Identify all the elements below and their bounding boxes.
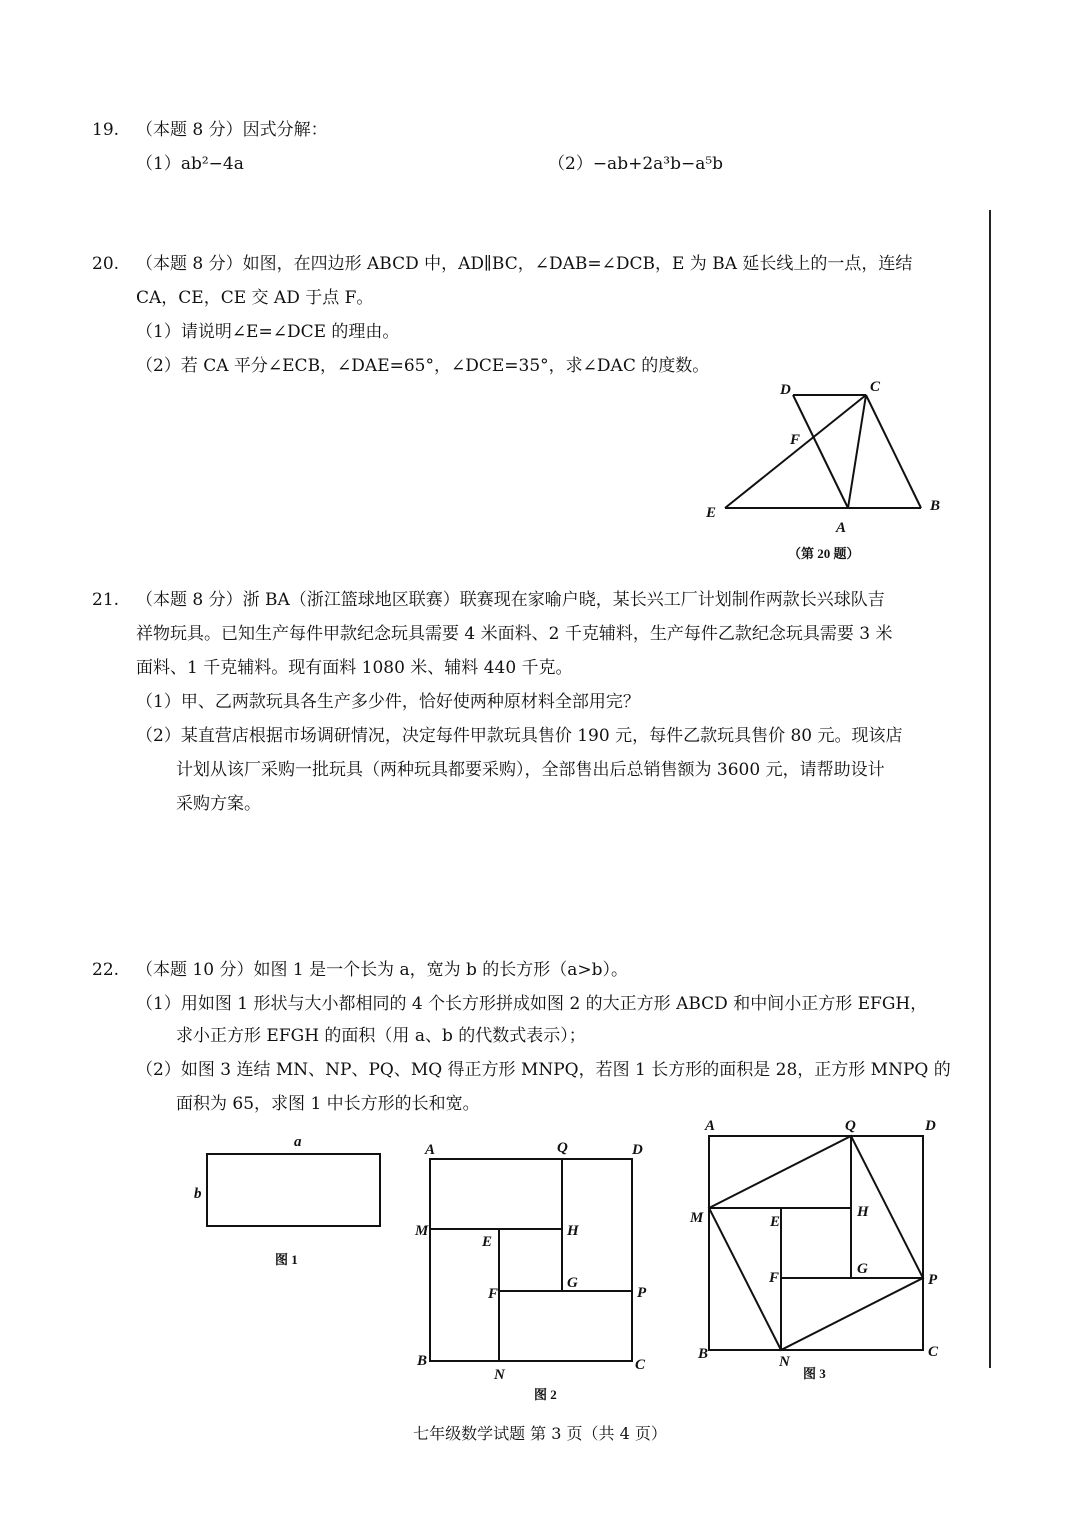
q19-title: （本题 8 分）因式分解：: [136, 120, 328, 140]
q20-line1: （本题 8 分）如图，在四边形 ABCD 中，AD∥BC，∠DAB=∠DCB，E 为 BA 延长线上的一点，连结: [136, 254, 913, 274]
fig3-label-E: E: [770, 1214, 781, 1230]
q21-line1-wrap: [92, 588, 885, 612]
q20-caption: （第 20 题）: [788, 546, 860, 561]
fig3-label-M: M: [690, 1210, 704, 1226]
q19-number: 19.: [92, 120, 120, 140]
q21-line1: （本题 8 分）浙 BA（浙江篮球地区联赛）联赛现在家喻户晓，某长兴工厂计划制作两款长兴球队吉: [136, 590, 885, 610]
fig2-label-Q: Q: [557, 1140, 568, 1156]
fig3-caption: 图 3: [803, 1366, 826, 1381]
q20-seg-CA: [848, 395, 866, 508]
q21-part2-line2: 计划从该厂采购一批玩具（两种玩具都要采购），全部售出后总销售额为 3600 元，请帮助设计: [176, 760, 885, 780]
fig1-label-b: b: [194, 1186, 202, 1202]
fig2-label-G: G: [567, 1275, 578, 1291]
q20-part1: （1）请说明∠E=∠DCE 的理由。: [136, 322, 400, 342]
fig2-square-ABCD: [430, 1159, 632, 1361]
fig3-label-A: A: [705, 1118, 716, 1134]
fig3-label-N: N: [779, 1354, 790, 1370]
margin-rule: [989, 210, 991, 1368]
q22-line1: （本题 10 分）如图 1 是一个长为 a，宽为 b 的长方形（a>b）。: [136, 960, 629, 980]
q20-figure: [690, 370, 960, 570]
q21-part1: （1）甲、乙两款玩具各生产多少件，恰好使两种原材料全部用完？: [136, 692, 640, 712]
fig3-label-H: H: [857, 1204, 869, 1220]
fig3-label-C: C: [928, 1344, 939, 1360]
q22-number: 22.: [92, 960, 120, 980]
fig2-label-H: H: [567, 1223, 579, 1239]
fig3-square-ABCD: [709, 1136, 923, 1350]
fig3-label-F: F: [769, 1270, 780, 1286]
fig1-rectangle: [207, 1154, 380, 1226]
q21-part2-line1: （2）某直营店根据市场调研情况，决定每件甲款玩具售价 190 元，每件乙款玩具售价 80 元。现该店: [136, 726, 903, 746]
fig3-square-MNPQ: [709, 1136, 923, 1350]
fig1-caption: 图 1: [275, 1252, 298, 1267]
q21-line2: 祥物玩具。已知生产每件甲款纪念玩具需要 4 米面料、2 千克辅料，生产每件乙款纪念玩具需要 3 米: [136, 624, 893, 644]
page-footer: 七年级数学试题 第 3 页（共 4 页）: [413, 1424, 667, 1443]
q19-part2: （2）−ab+2a³b−a⁵b: [548, 154, 724, 174]
q20-label-D: D: [780, 382, 791, 398]
q20-label-E: E: [706, 505, 717, 521]
fig3-label-Q: Q: [845, 1118, 856, 1134]
q22-figure-1: [185, 1130, 395, 1275]
q20-label-F: F: [790, 432, 801, 448]
fig2-label-B: B: [417, 1353, 428, 1369]
q19-title-line: [92, 118, 328, 142]
q20-seg-CB: [866, 395, 921, 508]
fig2-label-P: P: [637, 1285, 647, 1301]
q22-part2-line2: 面积为 65，求图 1 中长方形的长和宽。: [176, 1094, 480, 1114]
q22-line1-wrap: [92, 958, 628, 982]
q20-line1-wrap: [92, 252, 912, 276]
fig3-label-P: P: [928, 1272, 938, 1288]
fig2-label-A: A: [425, 1142, 436, 1158]
fig2-label-N: N: [494, 1367, 505, 1383]
fig2-caption: 图 2: [534, 1387, 557, 1402]
fig2-label-D: D: [632, 1142, 643, 1158]
fig3-label-G: G: [857, 1261, 868, 1277]
fig1-label-a: a: [294, 1134, 302, 1150]
q20-seg-DA: [793, 395, 848, 508]
fig2-label-M: M: [415, 1223, 429, 1239]
q19-part1: （1）ab²−4a: [136, 154, 244, 174]
q20-seg-CE: [725, 395, 866, 508]
q20-label-A: A: [836, 520, 847, 536]
q21-line3: 面料、1 千克辅料。现有面料 1080 米、辅料 440 千克。: [136, 658, 573, 678]
fig2-label-C: C: [635, 1357, 646, 1373]
q20-label-C: C: [870, 379, 881, 395]
q21-number: 21.: [92, 590, 120, 610]
q22-part1-line2: 求小正方形 EFGH 的面积（用 a、b 的代数式表示）；: [176, 1026, 586, 1046]
q22-part1-line1: （1）用如图 1 形状与大小都相同的 4 个长方形拼成如图 2 的大正方形 ABCD 和中间小正方形 EFGH，: [136, 994, 928, 1014]
q20-line2: CA，CE，CE 交 AD 于点 F。: [136, 288, 374, 308]
q22-part2-line1: （2）如图 3 连结 MN、NP、PQ、MQ 得正方形 MNPQ，若图 1 长方形的面积是 28，正方形 MNPQ 的: [136, 1060, 951, 1080]
q21-part2-line3: 采购方案。: [176, 794, 261, 814]
fig3-label-B: B: [698, 1346, 709, 1362]
q22-figure-2: [410, 1135, 660, 1405]
q20-label-B: B: [930, 498, 941, 514]
q20-number: 20.: [92, 254, 120, 274]
fig2-label-E: E: [482, 1234, 493, 1250]
fig2-label-F: F: [488, 1286, 499, 1302]
fig3-label-D: D: [925, 1118, 936, 1134]
q20-part2: （2）若 CA 平分∠ECB，∠DAE=65°，∠DCE=35°，求∠DAC 的度数。: [136, 356, 710, 376]
q22-figure-3: [685, 1112, 950, 1382]
